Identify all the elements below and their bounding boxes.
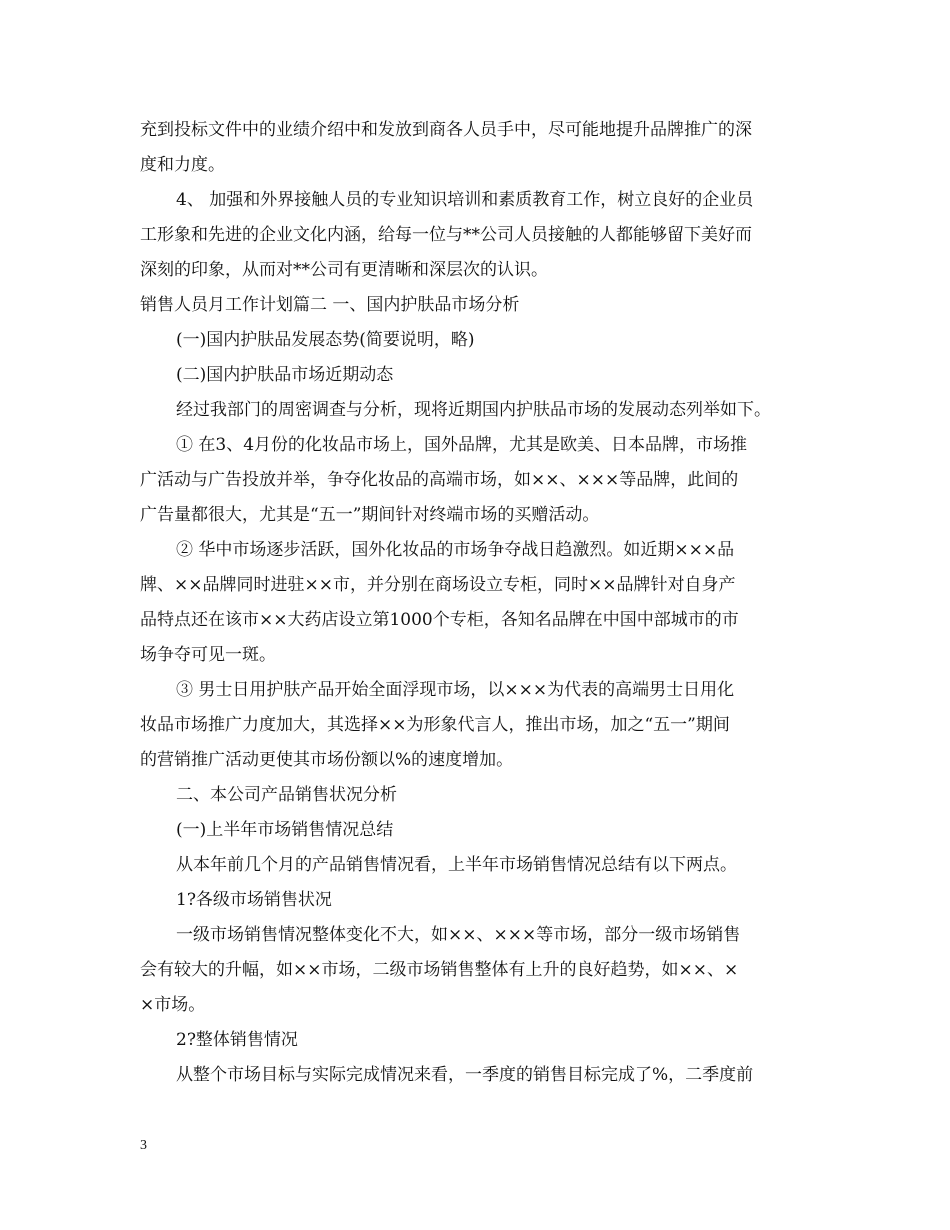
text-line: 品特点还在该市××大药店设立第1000个专柜，各知名品牌在中国中部城市的市 [140, 610, 739, 630]
text-line: ① 在3、4月份的化妆品市场上，国外品牌，尤其是欧美、日本品牌，市场推 [176, 435, 748, 455]
text-line: 度和力度。 [140, 155, 225, 175]
text-line: 从整个市场目标与实际完成情况来看，一季度的销售目标完成了%，二季度前 [176, 1065, 754, 1085]
text-line: ×市场。 [140, 995, 206, 1015]
text-line: 深刻的印象，从而对**公司有更清晰和深层次的认识。 [140, 260, 548, 280]
text-line: 场争夺可见一斑。 [140, 645, 276, 665]
text-line: 充到投标文件中的业绩介绍中和发放到商各人员手中，尽可能地提升品牌推广的深 [140, 120, 752, 140]
subsection-heading: 1?各级市场销售状况 [176, 890, 332, 910]
text-line: 广活动与广告投放并举，争夺化妆品的高端市场，如××、×××等品牌，此间的 [140, 470, 739, 490]
subsection-heading: (一)上半年市场销售情况总结 [176, 820, 394, 840]
subsection-heading: (一)国内护肤品发展态势(简要说明，略) [176, 330, 475, 350]
section-heading: 二、本公司产品销售状况分析 [176, 785, 397, 805]
page-number: 3 [140, 1138, 147, 1153]
text-line: 4、 加强和外界接触人员的专业知识培训和素质教育工作，树立良好的企业员 [176, 190, 754, 210]
subsection-heading: 2?整体销售情况 [176, 1030, 298, 1050]
text-line: ③ 男士日用护肤产品开始全面浮现市场，以×××为代表的高端男士日用化 [176, 680, 735, 700]
text-line: 妆品市场推广力度加大，其选择××为形象代言人，推出市场，加之“五一”期间 [140, 715, 730, 735]
text-line: 一级市场销售情况整体变化不大，如××、×××等市场，部分一级市场销售 [176, 925, 741, 945]
text-line: 会有较大的升幅，如××市场，二级市场销售整体有上升的良好趋势，如××、× [140, 960, 739, 980]
text-line: 的营销推广活动更使其市场份额以%的速度增加。 [140, 750, 514, 770]
text-line: 从本年前几个月的产品销售情况看，上半年市场销售情况总结有以下两点。 [176, 855, 737, 875]
section-heading: 销售人员月工作计划篇二 一、国内护肤品市场分析 [140, 295, 520, 315]
text-line: 工形象和先进的企业文化内涵，给每一位与**公司人员接触的人都能够留下美好而 [140, 225, 752, 245]
text-line: 牌、××品牌同时进驻××市，并分别在商场设立专柜，同时××品牌针对自身产 [140, 575, 736, 595]
subsection-heading: (二)国内护肤品市场近期动态 [176, 365, 394, 385]
text-line: 广告量都很大，尤其是“五一”期间针对终端市场的买赠活动。 [140, 505, 600, 525]
text-line: 经过我部门的周密调查与分析，现将近期国内护肤品市场的发展动态列举如下。 [176, 400, 771, 420]
text-line: ② 华中市场逐步活跃，国外化妆品的市场争夺战日趋激烈。如近期×××品 [176, 540, 735, 560]
